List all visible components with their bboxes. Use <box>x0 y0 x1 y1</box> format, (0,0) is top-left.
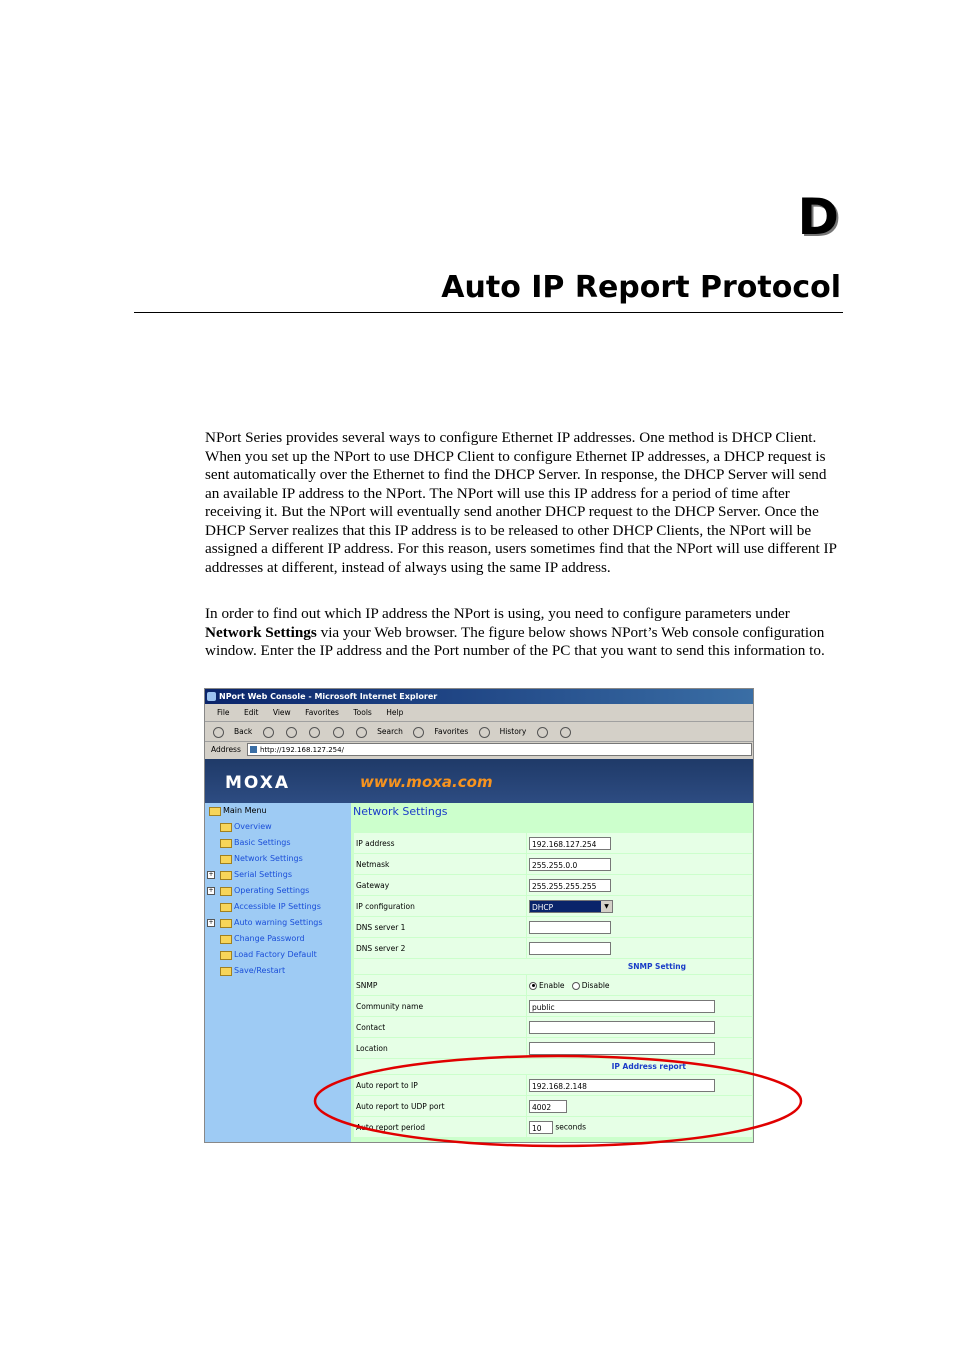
sidebar-item-label: Accessible IP Settings <box>234 902 321 911</box>
auto-report-period-cell <box>527 1117 752 1137</box>
table-row <box>354 975 752 995</box>
search-icon <box>356 727 367 738</box>
table-row <box>354 1059 752 1074</box>
paragraph-dhcp-intro <box>205 429 842 577</box>
location-label: Location <box>354 1038 526 1058</box>
sidebar-item-label: Serial Settings <box>234 870 292 879</box>
dns2-label: DNS server 2 <box>354 938 526 958</box>
chapter-letter: D <box>797 188 839 246</box>
ip-address-label: IP address <box>354 833 526 853</box>
sidebar-item-auto-warning[interactable] <box>205 915 351 931</box>
sidebar-item-label: Change Password <box>234 934 305 943</box>
paragraph-text <box>205 605 842 661</box>
history-icon <box>479 727 490 738</box>
expand-icon[interactable]: + <box>208 919 214 926</box>
sidebar-item-label: Basic Settings <box>234 838 291 847</box>
snmp-section-header: SNMP Setting <box>354 959 752 974</box>
sidebar-item-accessible-ip[interactable] <box>205 899 351 915</box>
expand-icon[interactable]: + <box>208 887 214 894</box>
dns1-input[interactable] <box>529 921 611 934</box>
moxa-logo: MOXA <box>225 773 291 793</box>
refresh-icon <box>309 727 320 738</box>
sidebar-item-operating-settings[interactable] <box>205 883 351 899</box>
title-rule <box>134 312 843 313</box>
table-row <box>354 1075 752 1095</box>
auto-report-ip-label: Auto report to IP <box>354 1075 526 1095</box>
snmp-enable-option[interactable] <box>529 981 565 990</box>
window-titlebar <box>205 689 753 704</box>
gateway-cell <box>527 875 752 895</box>
sidebar-item-serial-settings[interactable] <box>205 867 351 883</box>
location-input[interactable] <box>529 1042 715 1055</box>
community-input[interactable]: public <box>529 1000 715 1013</box>
ip-config-cell <box>527 896 752 916</box>
radio-icon[interactable] <box>572 982 580 990</box>
ip-report-section-header: IP Address report <box>354 1059 752 1074</box>
folder-icon <box>220 855 232 864</box>
network-settings-term: Network Settings <box>205 623 317 641</box>
search-label: Search <box>377 727 403 736</box>
table-row <box>354 854 752 874</box>
table-row <box>354 1096 752 1116</box>
sidebar-item-change-password[interactable] <box>205 931 351 947</box>
moxa-url[interactable]: www.moxa.com <box>360 773 493 791</box>
page-title: Network Settings <box>353 805 448 818</box>
netmask-label: Netmask <box>354 854 526 874</box>
dns1-cell <box>527 917 752 937</box>
paragraph-network-settings <box>205 605 842 661</box>
dns1-label: DNS server 1 <box>354 917 526 937</box>
forward-button[interactable] <box>263 727 276 736</box>
address-label: Address <box>211 745 241 754</box>
contact-input[interactable] <box>529 1021 715 1034</box>
table-row <box>354 1017 752 1037</box>
contact-label: Contact <box>354 1017 526 1037</box>
forward-icon <box>263 727 274 738</box>
back-icon <box>213 727 224 738</box>
auto-report-period-input[interactable]: 10 <box>529 1121 553 1134</box>
sidebar-item-save-restart[interactable] <box>205 963 351 979</box>
sidebar-item-label: Load Factory Default <box>234 950 317 959</box>
sidebar-item-label: Save/Restart <box>234 966 286 975</box>
folder-icon <box>220 887 232 896</box>
back-label: Back <box>234 727 253 736</box>
search-button[interactable] <box>356 727 403 736</box>
contact-cell <box>527 1017 752 1037</box>
folder-icon <box>220 935 232 944</box>
folder-icon <box>220 967 232 976</box>
community-label: Community name <box>354 996 526 1016</box>
paragraph-text-part: via your Web browser. The figure below shows NPort’s Web console configuration window. Enter the IP address and the Port number of the PC that you want to send this information to. <box>205 623 825 659</box>
address-bar <box>205 742 753 758</box>
gateway-label: Gateway <box>354 875 526 895</box>
mail-icon <box>537 727 548 738</box>
community-cell <box>527 996 752 1016</box>
sidebar-item-network-settings[interactable] <box>205 851 351 867</box>
menu-view[interactable]: View <box>272 708 291 717</box>
sidebar-item-label: Auto warning Settings <box>234 918 323 927</box>
folder-icon <box>220 823 232 832</box>
home-icon <box>333 727 344 738</box>
table-row <box>354 1038 752 1058</box>
print-icon <box>560 727 571 738</box>
menu-edit[interactable]: Edit <box>243 708 259 717</box>
sidebar-item-main-menu[interactable] <box>205 803 351 819</box>
web-console-screenshot <box>204 688 754 1143</box>
menu-bar <box>205 705 753 722</box>
print-button[interactable] <box>560 727 573 736</box>
table-row <box>354 896 752 916</box>
table-row <box>354 917 752 937</box>
history-button[interactable] <box>479 727 527 736</box>
sidebar-item-overview[interactable] <box>205 819 351 835</box>
history-label: History <box>499 727 527 736</box>
folder-icon <box>209 807 221 816</box>
snmp-label: SNMP <box>354 975 526 995</box>
auto-report-period-unit: seconds <box>555 1122 587 1131</box>
table-row <box>354 938 752 958</box>
folder-icon <box>220 903 232 912</box>
mail-button[interactable] <box>537 727 550 736</box>
address-input[interactable]: http://192.168.127.254/ <box>247 743 752 756</box>
table-row <box>354 875 752 895</box>
moxa-banner <box>205 759 753 803</box>
netmask-cell <box>527 854 752 874</box>
paragraph-text: NPort Series provides several ways to configure Ethernet IP addresses. One method is DHCP Client. When you set up the NPort to use DHCP Client to configure Ethernet IP addresses, a DHCP request is sent automatically over the Ethernet to find the DHCP Server. In response, the DHCP Server will send an available IP address to the NPort. The NPort will use this IP address for a period of time after receiving it. But the NPort will eventually send another DHCP request to the DHCP Server. Once the DHCP Server realizes that this IP address is to be released to other DHCP Clients, the NPort will be assigned a different IP address. For this reason, users sometimes find that the NPort will use different IP addresses at different, instead of always using the same IP address. <box>205 429 837 576</box>
ip-address-input[interactable]: 192.168.127.254 <box>529 837 611 850</box>
back-button[interactable] <box>213 727 252 736</box>
favorites-label: Favorites <box>434 727 469 736</box>
auto-report-ip-cell <box>527 1075 752 1095</box>
ip-config-select[interactable] <box>529 900 613 913</box>
ip-config-value: DHCP <box>532 902 554 912</box>
table-row <box>354 959 752 974</box>
menu-file[interactable]: File <box>217 708 230 717</box>
ip-config-label: IP configuration <box>354 896 526 916</box>
ip-address-cell <box>527 833 752 853</box>
menu-favorites[interactable]: Favorites <box>305 708 339 717</box>
snmp-disable-option[interactable] <box>572 981 610 990</box>
location-cell <box>527 1038 752 1058</box>
folder-icon <box>220 839 232 848</box>
auto-report-port-cell <box>527 1096 752 1116</box>
refresh-button[interactable] <box>309 727 322 736</box>
sidebar-item-load-factory-default[interactable] <box>205 947 351 963</box>
gateway-input[interactable]: 255.255.255.255 <box>529 879 611 892</box>
dns2-cell <box>527 938 752 958</box>
menu-tools[interactable]: Tools <box>353 708 372 717</box>
auto-report-port-input[interactable]: 4002 <box>529 1100 567 1113</box>
table-row <box>354 1117 752 1137</box>
auto-report-period-label: Auto report period <box>354 1117 526 1137</box>
snmp-cell <box>527 975 752 995</box>
auto-report-port-label: Auto report to UDP port <box>354 1096 526 1116</box>
snmp-enable-label: Enable <box>539 980 565 990</box>
network-settings-table <box>353 832 753 1138</box>
home-button[interactable] <box>333 727 346 736</box>
sidebar-item-basic-settings[interactable] <box>205 835 351 851</box>
auto-report-ip-input[interactable]: 192.168.2.148 <box>529 1079 715 1092</box>
sidebar-item-label: Overview <box>234 822 272 831</box>
sidebar-item-label: Operating Settings <box>234 886 310 895</box>
table-row <box>354 833 752 853</box>
ie-icon <box>207 692 216 701</box>
sidebar-item-label: Main Menu <box>223 806 267 815</box>
dns2-input[interactable] <box>529 942 611 955</box>
table-row <box>354 996 752 1016</box>
menu-help[interactable]: Help <box>386 708 404 717</box>
favorites-icon <box>413 727 424 738</box>
netmask-input[interactable]: 255.255.0.0 <box>529 858 611 871</box>
folder-icon <box>220 871 232 880</box>
network-settings-panel <box>351 803 753 1143</box>
stop-icon <box>286 727 297 738</box>
radio-selected-icon[interactable] <box>529 982 537 990</box>
window-title: NPort Web Console - Microsoft Internet Explorer <box>219 692 438 701</box>
chapter-title: Auto IP Report Protocol <box>441 270 841 305</box>
favorites-button[interactable] <box>413 727 468 736</box>
dropdown-arrow-icon: ▼ <box>601 901 612 912</box>
snmp-disable-label: Disable <box>581 980 610 990</box>
folder-icon <box>220 919 232 928</box>
main-menu-sidebar <box>205 803 351 1143</box>
paragraph-text-part: In order to find out which IP address the NPort is using, you need to configure parameters under <box>205 605 790 622</box>
stop-button[interactable] <box>286 727 299 736</box>
expand-icon[interactable]: + <box>208 871 214 878</box>
folder-icon <box>220 951 232 960</box>
browser-toolbar <box>205 722 753 742</box>
sidebar-item-label: Network Settings <box>234 854 303 863</box>
